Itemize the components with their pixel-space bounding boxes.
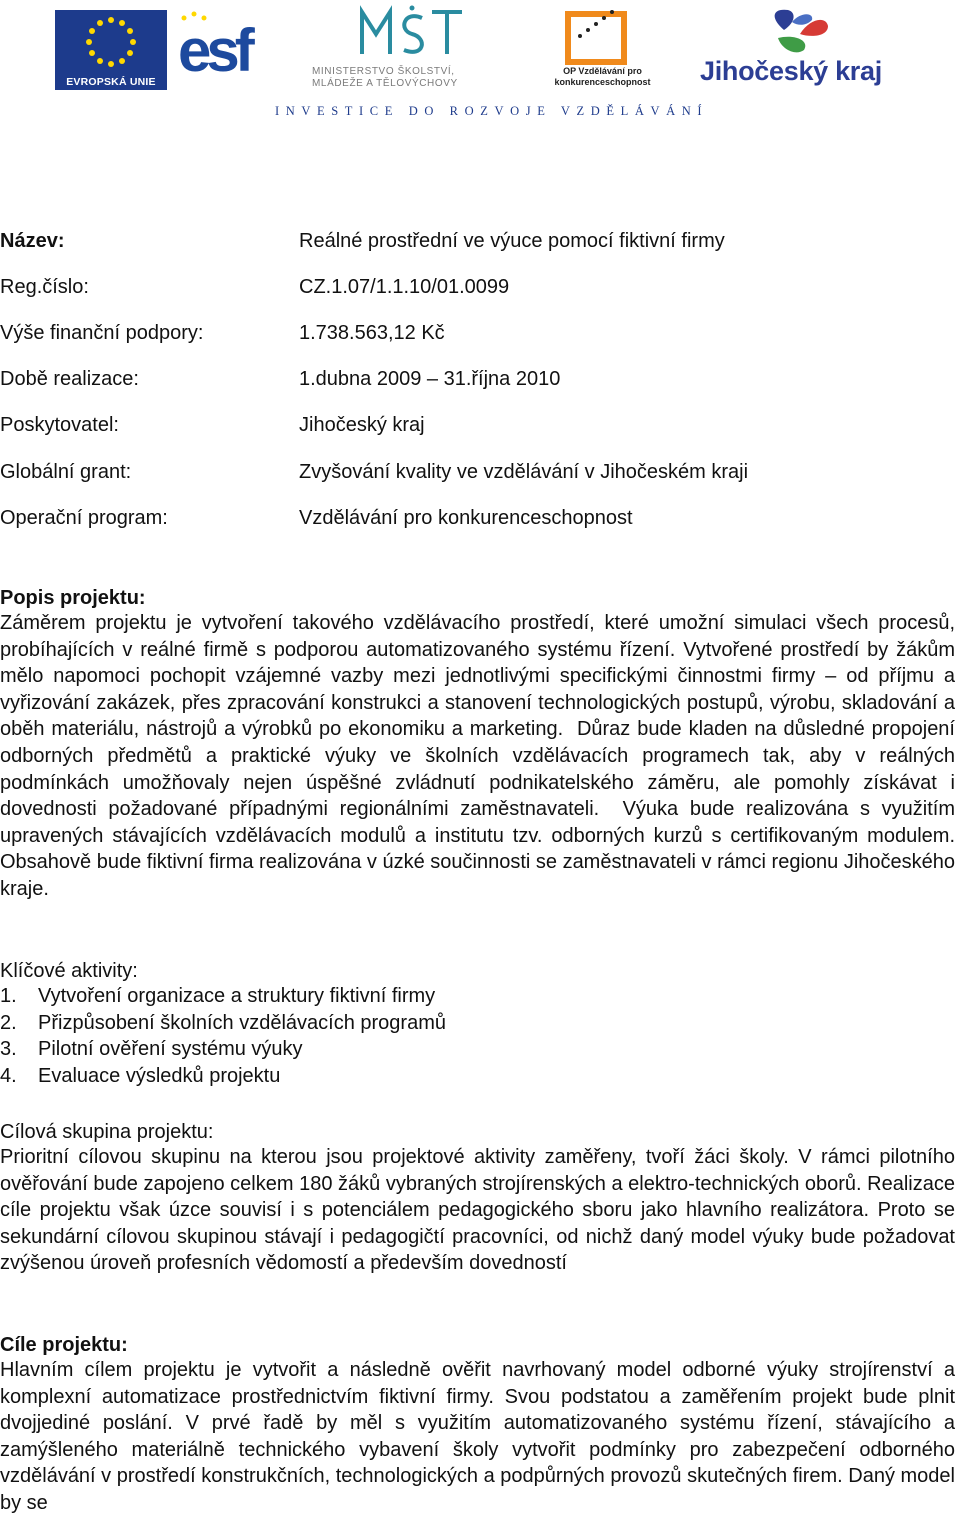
op-logo xyxy=(530,8,665,98)
info-value: 1.738.563,12 Kč xyxy=(299,322,445,344)
info-label: Době realizace: xyxy=(0,368,139,390)
info-value: Zvyšování kvality ve vzdělávání v Jihočeském kraji xyxy=(299,461,749,483)
cilova-sentence: Proto se sekundární cílovou skupinou stávají i pedagogičtí pracovníci, od nichž daný model výuky bude požadovat zvýšenou úroveň profesních vědomostí a především dovedností xyxy=(0,1199,955,1275)
list-item: 2. Přizpůsobení školních vzdělávacích programů xyxy=(0,1011,446,1034)
info-label: Název: xyxy=(0,230,65,252)
cile-sentence: Daný model by se xyxy=(0,1465,955,1514)
cilova-sentence: Realizace cíle projektu však úzce souvisí i s potenciálem pedagogického sboru jako hlavního realizátora. xyxy=(0,1172,955,1222)
aktivity-list xyxy=(0,983,446,1089)
cilova-paragraph xyxy=(0,1144,955,1277)
jk-emblem-icon xyxy=(700,4,905,56)
jk-caption: Jihočeský kraj xyxy=(700,56,882,86)
popis-sentence: Obsahově bude fiktivní firma realizována v úzké součinnosti se zaměstnavateli v rámci regionu Jihočeského kraje. xyxy=(0,851,955,900)
esf-caption: esf xyxy=(178,17,250,84)
op-square-icon xyxy=(530,8,665,66)
info-label: Poskytovatel: xyxy=(0,414,119,436)
esf-logo xyxy=(172,8,268,94)
info-label: Výše finanční podpory: xyxy=(0,322,204,344)
cilova-sentence: Prioritní cílovou skupinu na kterou jsou projektové aktivity zaměřeny, tvoří žáci školy. xyxy=(0,1146,789,1168)
info-label: Reg.číslo: xyxy=(0,276,89,298)
cilova-sentence: V rámci pilotního ověřování bude zapojeno celkem 180 žáků vybraných strojírenských a elektro-technických oborů. xyxy=(0,1146,955,1195)
eu-flag-logo xyxy=(55,10,167,90)
popis-sentence: Výuka bude realizována s využitím upravených stávajících vzdělávacích modulů a institutu tzv. odborných kurzů s certifikovaným modulem. xyxy=(0,798,955,847)
popis-paragraph xyxy=(0,610,955,903)
cile-sentence: Hlavním cílem projektu je vytvořit a následně ověřit navrhovaný model odborné výuky strojírenství a komplexní automatizace prostřednictvím fiktivní firmy. xyxy=(0,1359,955,1408)
op-caption: OP Vzdělávání pro konkurenceschopnost xyxy=(554,66,651,87)
info-value: Vzdělávání pro konkurenceschopnost xyxy=(299,507,633,529)
cile-sentence: V prvé řadě by měl s využitím automatizovaného systému řízení, stávajícího a zamýšleného materiálně technického vybavení školy vytvořit podmínky pro zabezpečení odborného vzdělávání v prostředí konstrukčních, technologických a podpůrných provozů skutečných firem. xyxy=(0,1412,955,1488)
info-value: 1.dubna 2009 – 31.října 2010 xyxy=(299,368,561,390)
msmt-logo xyxy=(312,4,502,96)
eu-caption: EVROPSKÁ UNIE xyxy=(66,76,156,88)
popis-sentence: Důraz bude kladen na důsledné propojení odborných předmětů a praktické výuky ve školních vzdělávacích programech tak, aby v reálných podmínkách umožňovaly nejen úspěšné zvládnutí podnikatelského záměru, ale pomohly získávat i dovednosti požadované případnými regionálními zaměstnavateli. xyxy=(0,718,955,821)
msmt-mark-icon xyxy=(312,4,502,64)
section-heading-popis: Popis projektu: xyxy=(0,587,146,609)
cile-paragraph xyxy=(0,1357,955,1517)
list-item: 1. Vytvoření organizace a struktury fiktivní firmy xyxy=(0,985,436,1007)
jihocesky-kraj-logo xyxy=(700,4,905,96)
cile-sentence: Svou podstatou a zaměřením projekt bude plnit dvojjediné poslání. xyxy=(0,1385,955,1435)
section-heading-cilova: Cílová skupina projektu: xyxy=(0,1121,214,1143)
eu-stars-icon xyxy=(55,10,167,78)
msmt-caption: MINISTERSTVO ŠKOLSTVÍ, MLÁDEŽE A TĚLOVÝCHOVY xyxy=(312,66,458,89)
logo-header xyxy=(0,0,960,125)
info-value: Reálné prostřední ve výuce pomocí fiktivní firmy xyxy=(299,230,725,252)
section-heading-cile: Cíle projektu: xyxy=(0,1334,128,1356)
section-heading-aktivity: Klíčové aktivity: xyxy=(0,960,138,982)
popis-sentence: Záměrem projektu je vytvoření takového vzdělávacího prostředí, které umožní simulaci všech procesů, probíhajících v reálné firmě s podporou automatizovaného systému řízení. Vytvořené prostředí by žákům mělo napomoci pochopit vzájemné vazby mezi jednotlivými specifickými činnostmi firmy – od příjmu a vyřizování zakázek, přes zpracování konstrukci a stanovení technologických postupů, výrobu, skladování a oběh materiálu, nástrojů a výrobků po ekonomiku a marketing. xyxy=(0,612,955,741)
info-label: Globální grant: xyxy=(0,461,132,483)
info-value: CZ.1.07/1.1.10/01.0099 xyxy=(299,276,510,298)
info-value: Jihočeský kraj xyxy=(299,414,425,436)
info-label: Operační program: xyxy=(0,507,168,529)
list-item: 3. Pilotní ověření systému výuky xyxy=(0,1038,303,1061)
tagline: INVESTICE DO ROZVOJE VZDĚLÁVÁNÍ xyxy=(275,104,709,118)
list-item: 4. Evaluace výsledků projektu xyxy=(0,1064,281,1087)
